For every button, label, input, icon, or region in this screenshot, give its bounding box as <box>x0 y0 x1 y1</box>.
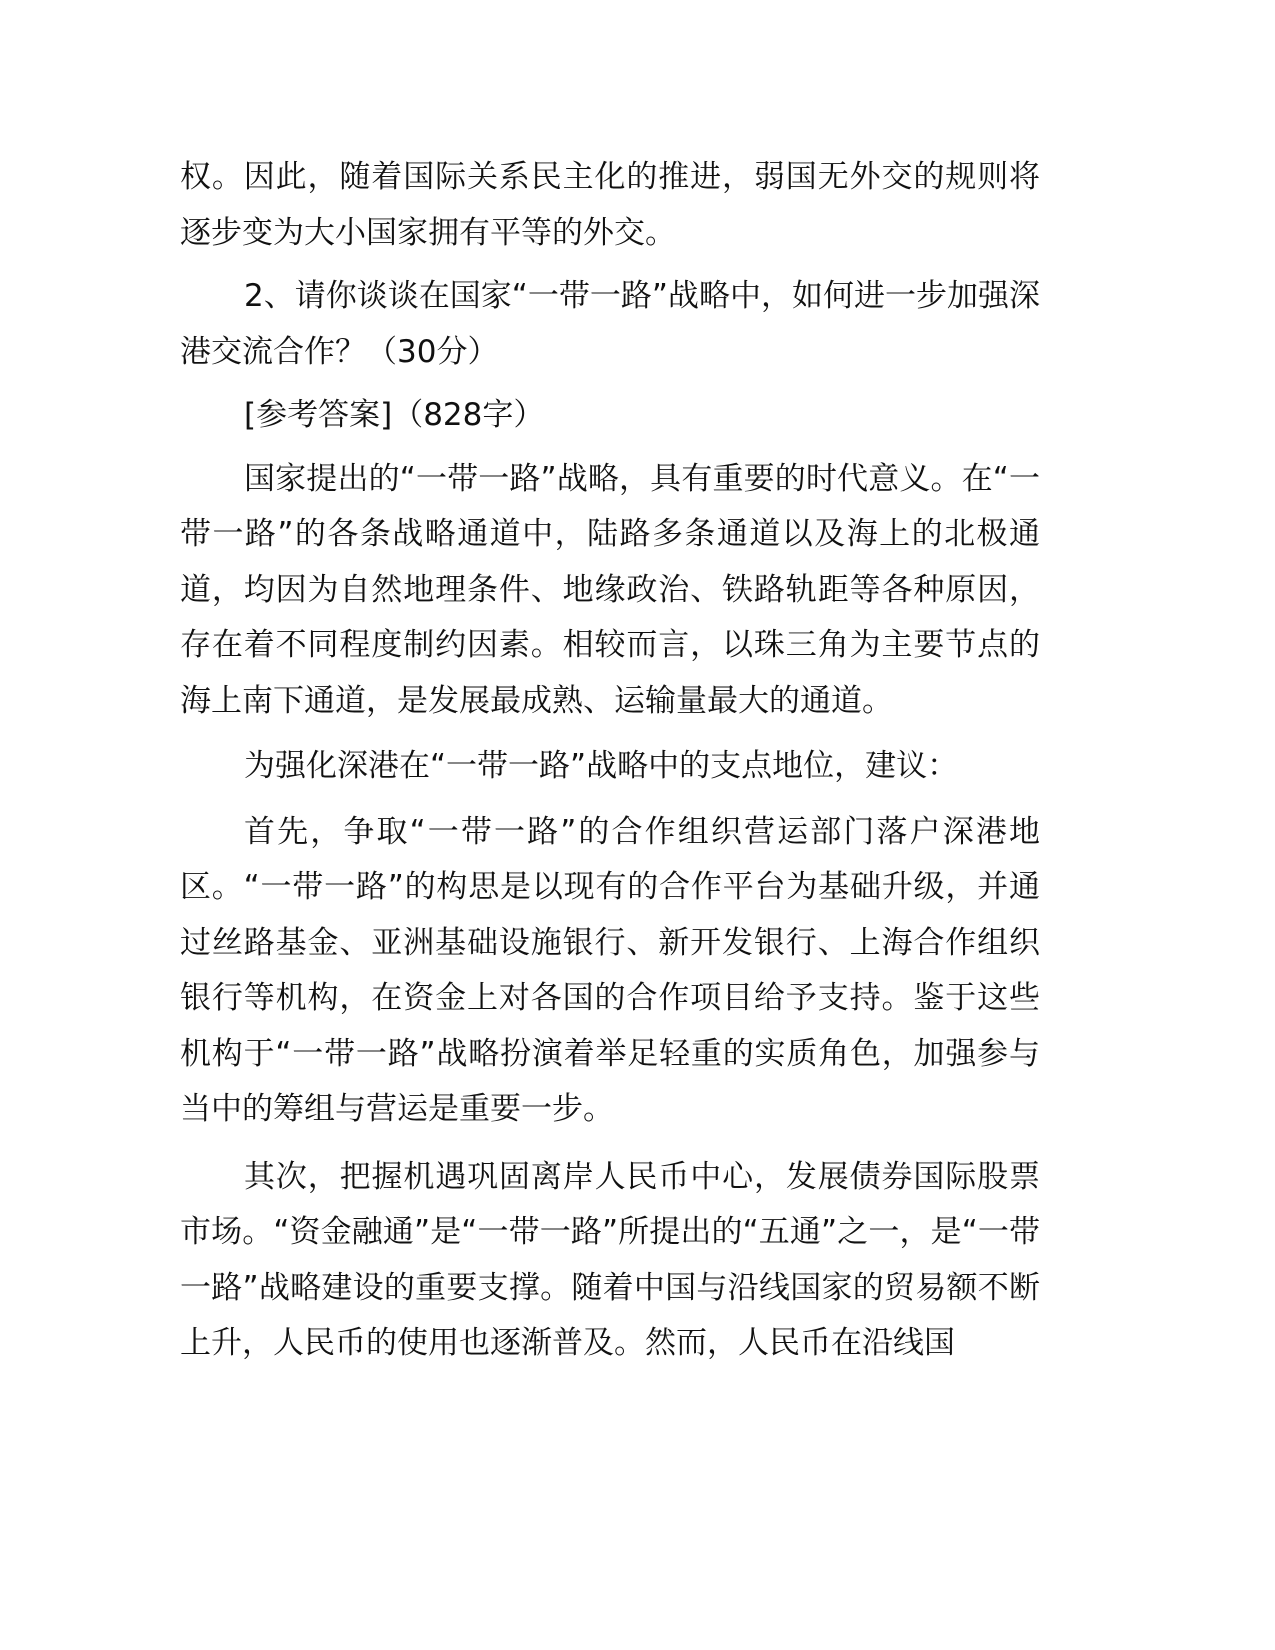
paragraph-suggestion-lead: 为强化深港在“一带一路”战略中的支点地位，建议： <box>244 748 959 784</box>
paragraph-intro: 国家提出的“一带一路”战略，具有重要的时代意义。在“一带一路”的各条战略通道中，陆路多条通道以及海上的北极通道，均因为自然地理条件、地缘政治、铁路轨距等各种原因，存在着不同程度制约因素。相较而言，以珠三角为主要节点的海上南下通道，是发展最成熟、运输量最大的通道。 <box>180 460 1040 719</box>
document-body <box>180 150 1040 1372</box>
paragraph-second-point: 其次，把握机遇巩固离岸人民币中心，发展债券国际股票市场。“资金融通”是“一带一路”所提出的“五通”之一，是“一带一路”战略建设的重要支撑。随着中国与沿线国家的贸易额不断上升，人民币的使用也逐渐普及。然而，人民币在沿线国 <box>180 1158 1040 1361</box>
question-heading: 2、请你谈谈在国家“一带一路”战略中，如何进一步加强深港交流合作？（30分） <box>180 278 1040 370</box>
paragraph-first-point: 首先，争取“一带一路”的合作组织营运部门落户深港地区。“一带一路”的构思是以现有的合作平台为基础升级，并通过丝路基金、亚洲基础设施银行、新开发银行、上海合作组织银行等机构，在资金上对各国的合作项目给予支持。鉴于这些机构于“一带一路”战略扮演着举足轻重的实质角色，加强参与当中的筹组与营运是重要一步。 <box>180 813 1040 1127</box>
paragraph-continuation: 权。因此，随着国际关系民主化的推进，弱国无外交的规则将逐步变为大小国家拥有平等的外交。 <box>180 159 1040 251</box>
reference-answer-label: [参考答案]（828字） <box>244 397 545 433</box>
